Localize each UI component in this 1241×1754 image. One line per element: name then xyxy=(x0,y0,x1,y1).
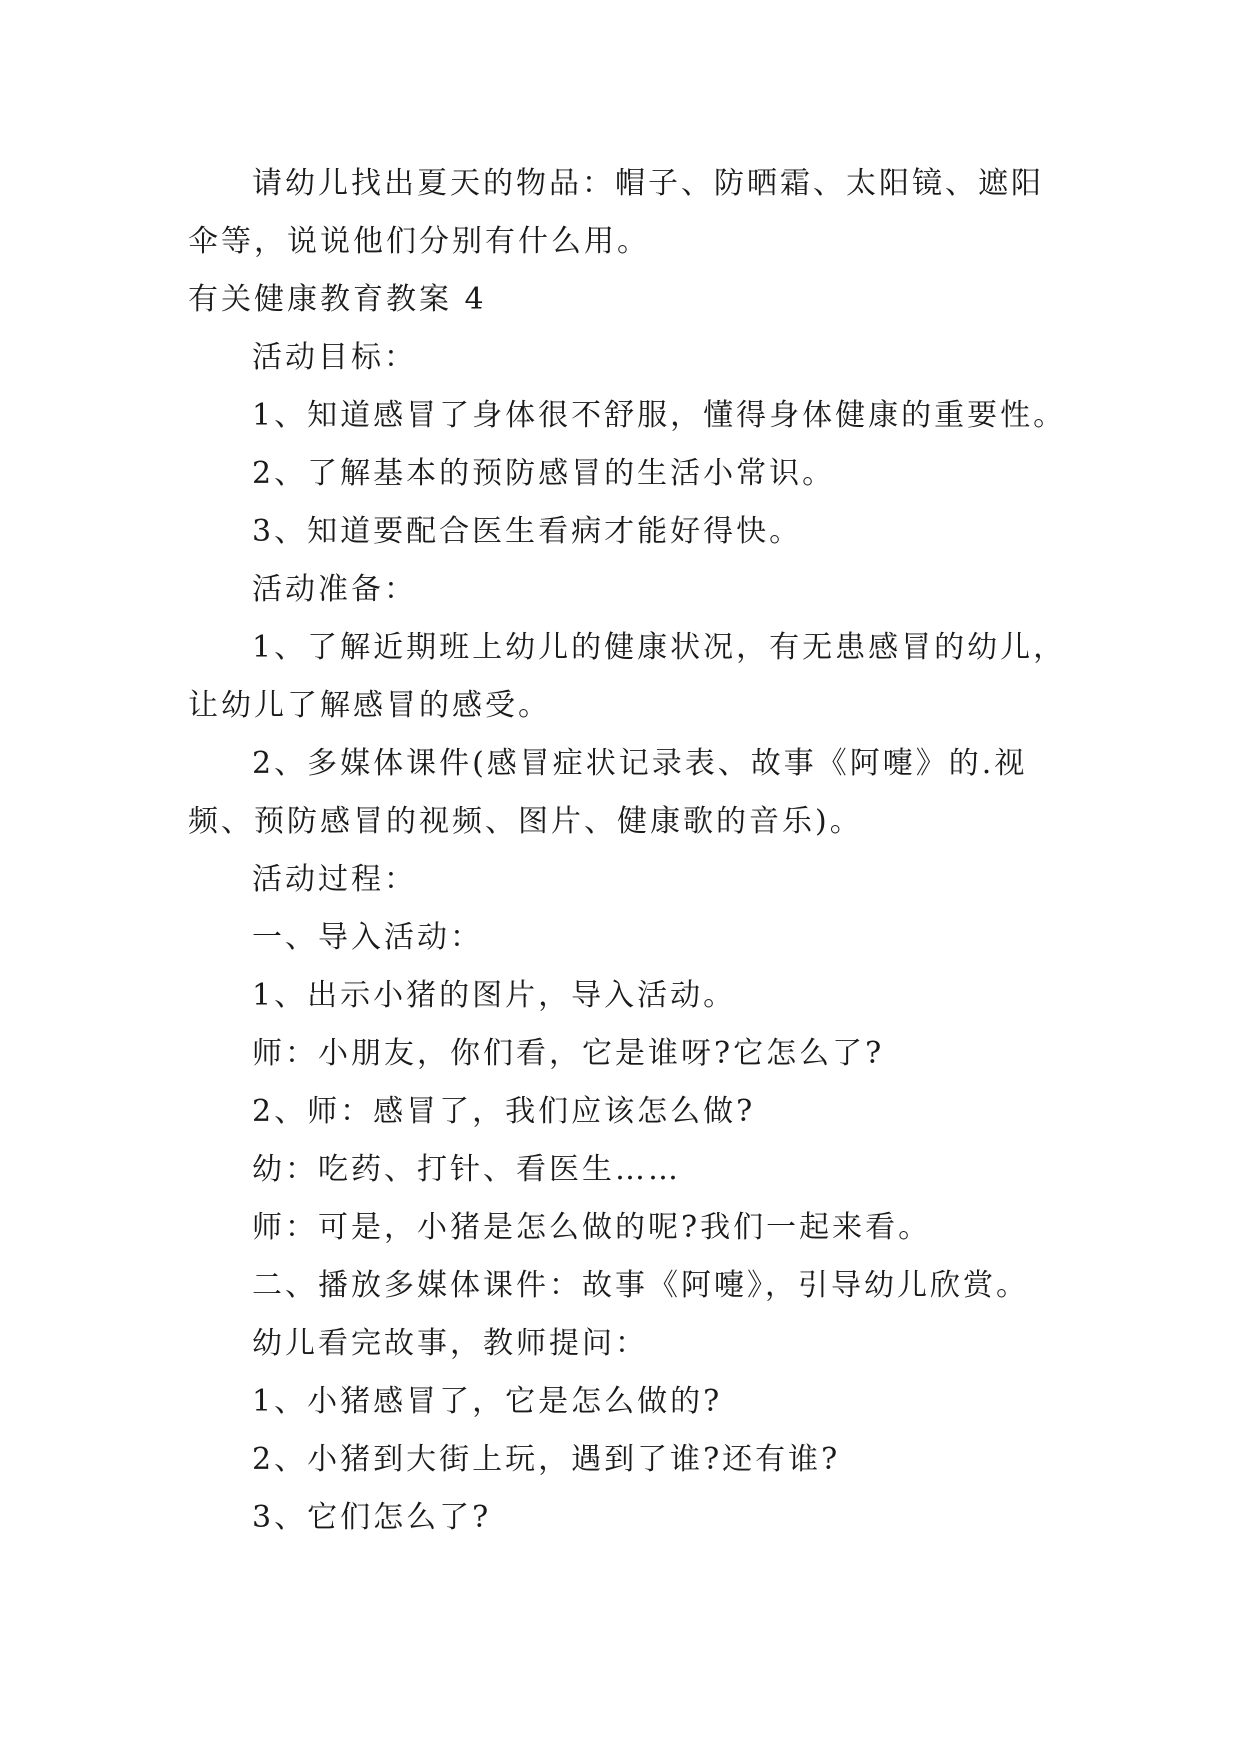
paragraph-line: 请幼儿找出夏天的物品：帽子、防晒霜、太阳镜、遮阳 xyxy=(252,166,1044,201)
document-body xyxy=(188,155,1068,1547)
section-heading: 有关健康教育教案 4 xyxy=(188,282,487,317)
subheading-activity-preparation: 活动准备： xyxy=(252,572,417,607)
list-item: 1、了解近期班上幼儿的健康状况，有无患感冒的幼儿， xyxy=(252,630,1067,665)
list-item-continued: 频、预防感冒的视频、图片、健康歌的音乐)。 xyxy=(188,804,863,839)
subheading-activity-process: 活动过程： xyxy=(252,862,417,897)
paragraph-line: 伞等，说说他们分别有什么用。 xyxy=(188,224,650,259)
list-item: 2、小猪到大街上玩，遇到了谁?还有谁? xyxy=(252,1442,841,1477)
dialogue-line: 师：可是，小猪是怎么做的呢?我们一起来看。 xyxy=(252,1210,932,1245)
list-item: 1、知道感冒了身体很不舒服，懂得身体健康的重要性。 xyxy=(252,398,1067,433)
list-item: 3、它们怎么了? xyxy=(252,1500,492,1535)
paragraph-line: 幼儿看完故事，教师提问： xyxy=(252,1326,648,1361)
list-item: 1、出示小猪的图片，导入活动。 xyxy=(252,978,737,1013)
list-item: 2、多媒体课件(感冒症状记录表、故事《阿嚏》的.视 xyxy=(252,746,1028,781)
list-item: 2、了解基本的预防感冒的生活小常识。 xyxy=(252,456,836,491)
list-item: 1、小猪感冒了，它是怎么做的? xyxy=(252,1384,723,1419)
list-item: 一、导入活动： xyxy=(252,920,483,955)
dialogue-line: 师：小朋友，你们看，它是谁呀?它怎么了? xyxy=(252,1036,885,1071)
subheading-activity-goals: 活动目标： xyxy=(252,340,417,375)
list-item: 3、知道要配合医生看病才能好得快。 xyxy=(252,514,803,549)
list-item-continued: 让幼儿了解感冒的感受。 xyxy=(188,688,551,723)
dialogue-line: 幼：吃药、打针、看医生…… xyxy=(252,1152,681,1187)
dialogue-line: 2、师：感冒了，我们应该怎么做? xyxy=(252,1094,756,1129)
list-item: 二、播放多媒体课件：故事《阿嚏》，引导幼儿欣赏。 xyxy=(252,1268,1029,1303)
